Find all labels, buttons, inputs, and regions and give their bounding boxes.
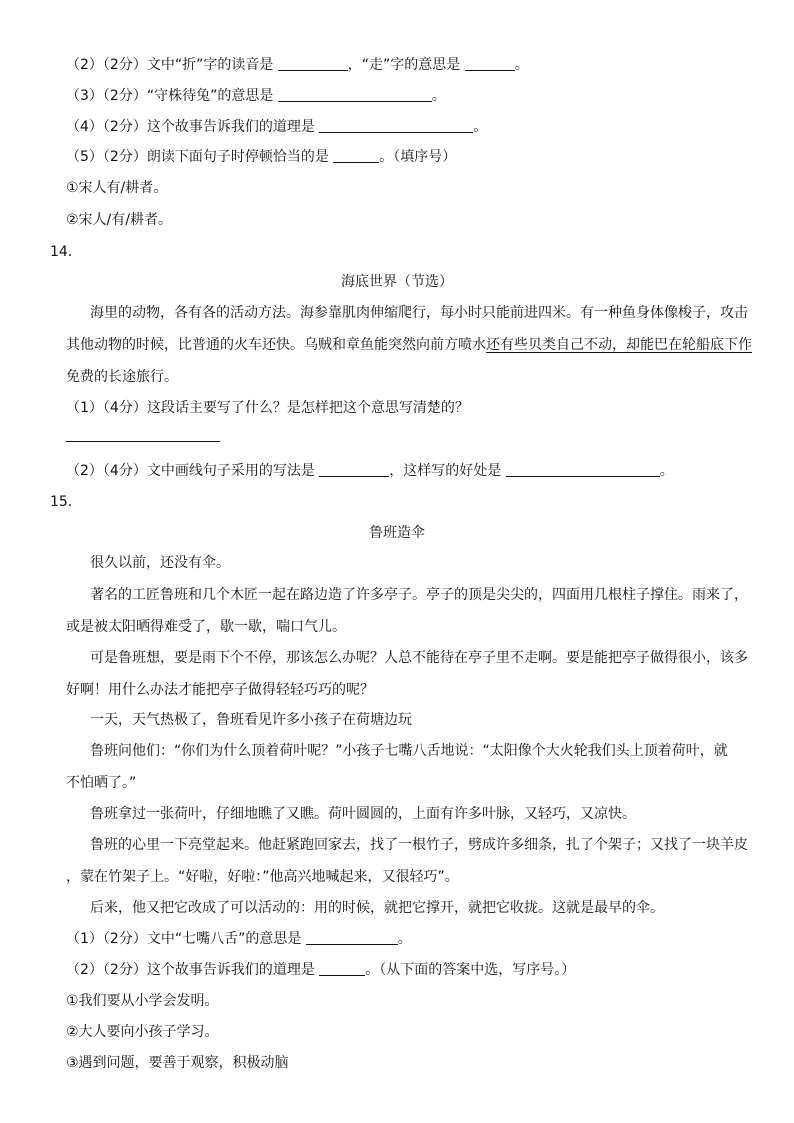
q13-part2-text-b: ，“走”字的意思是: [347, 57, 465, 73]
answer-blank[interactable]: [278, 56, 348, 71]
underlined-sentence: 还有些贝类自己不动，却能巴在轮船底下作: [486, 337, 752, 353]
q14-title: 海底世界（节选）: [341, 274, 453, 290]
q15-option-3: ③遇到问题，要善于观察，积极动脑: [66, 1055, 289, 1071]
answer-blank[interactable]: [465, 56, 515, 71]
q15-part1-text-a: （1）（2分）文中“七嘴八舌”的意思是: [66, 931, 306, 947]
q13-part3-text-b: 。: [431, 88, 446, 104]
q13-option-2: ②宋人/有/耕者。: [66, 212, 172, 228]
q14-part2-text-c: 。: [659, 463, 674, 479]
q15-line-9: 鲁班拿过一张荷叶，仔细地瞧了又瞧。荷叶圆圆的，上面有许多叶脉，又轻巧，又凉快。: [90, 806, 636, 822]
q15-line-11: ，蒙在竹架子上。“好啦，好啦：”他高兴地喊起来，又很轻巧”。: [66, 869, 459, 885]
q15-option-1: ①我们要从小学会发明。: [66, 993, 219, 1009]
q15-part2-text-a: （2）（2分）这个故事告诉我们的道理是: [66, 962, 320, 978]
q15-part2: [66, 959, 575, 981]
q15-line-10: 鲁班的心里一下亮堂起来。他赶紧跑回家去，找了一根竹子，劈成许多细条，扎了个架子；又找了一块羊皮: [90, 837, 748, 853]
q15-line-3: 或是被太阳晒得难受了，歇一歇，喘口气儿。: [66, 619, 346, 635]
q15-part1: [66, 928, 412, 950]
q13-part4-text-b: 。: [473, 119, 488, 135]
q13-part5-text-a: （5）（2分）朗读下面句子时停顿恰当的是: [66, 149, 334, 165]
q13-option-1: ①宋人有/耕者。: [66, 180, 168, 196]
q13-part3-text-a: （3）（2分）“守株待兔”的意思是: [66, 88, 278, 104]
q14-para-line-2-text: 其他动物的时候，比普通的火车还快。乌贼和章鱼能突然向前方喷水: [66, 337, 486, 353]
q15-line-1: 很久以前，还没有伞。: [90, 555, 230, 571]
q14-para-line-1: 海里的动物，各有各的活动方法。海参靠肌肉伸缩爬行，每小时只能前进四米。有一种鱼身体像梭子，攻击: [90, 305, 748, 321]
q13-part2-text-a: （2）（2分）文中“折”字的读音是: [66, 57, 278, 73]
q14-part2-text-b: ，这样写的好处是: [389, 463, 506, 479]
q13-part2: [66, 54, 529, 76]
q14-para-line-3: 免费的长途旅行。: [66, 369, 178, 385]
q15-line-8: 不怕晒了。”: [66, 775, 137, 791]
q14-part2-text-a: （2）（4分）文中画线句子采用的写法是: [66, 463, 320, 479]
q15-line-5: 好啊！用什么办法才能把亭子做得轻轻巧巧的呢？: [66, 682, 374, 698]
q15-line-7: 鲁班问他们：“你们为什么顶着荷叶呢？”小孩子七嘴八舌地说：“太阳像个大火轮我们头上顶着荷叶，就: [90, 743, 728, 759]
q13-part5: [66, 146, 456, 168]
answer-blank[interactable]: [319, 462, 389, 477]
q13-part4: [66, 116, 487, 138]
q14-para-line-2: [66, 334, 752, 356]
answer-blank[interactable]: [333, 148, 379, 163]
answer-blank[interactable]: [319, 961, 365, 976]
answer-blank[interactable]: [319, 118, 473, 133]
q14-number: 14．: [50, 244, 82, 260]
q13-part4-text-a: （4）（2分）这个故事告诉我们的道理是: [66, 119, 320, 135]
answer-line[interactable]: [66, 441, 220, 442]
q14-part2: [66, 460, 674, 482]
q15-part2-text-b: 。（从下面的答案中选，写序号。）: [365, 962, 576, 978]
q15-option-2: ②大人要向小孩子学习。: [66, 1024, 219, 1040]
q13-part2-text-c: 。: [514, 57, 529, 73]
answer-blank[interactable]: [306, 930, 398, 945]
q15-title: 鲁班造伞: [369, 525, 425, 541]
q15-line-12: 后来，他又把它改成了可以活动的：用的时候，就把它撑开，就把它收拢。这就是最早的伞。: [90, 900, 664, 916]
q13-part5-text-b: 。（填序号）: [379, 149, 457, 165]
q15-line-6: 一天，天气热极了，鲁班看见许多小孩子在荷塘边玩: [90, 712, 412, 728]
q15-line-2: 著名的工匠鲁班和几个木匠一起在路边造了许多亭子。亭子的顶是尖尖的，四面用几根柱子撑住。雨来了，: [90, 587, 748, 603]
answer-blank[interactable]: [506, 462, 660, 477]
q13-part3: [66, 85, 446, 107]
answer-blank[interactable]: [278, 87, 432, 102]
q15-line-4: 可是鲁班想，要是雨下个不停，那该怎么办呢？人总不能待在亭子里不走啊。要是能把亭子做得很小，该多: [90, 650, 748, 666]
q15-part1-text-b: 。: [397, 931, 412, 947]
q14-part1: （1）（4分）这段话主要写了什么？是怎样把这个意思写清楚的？: [66, 400, 469, 416]
q15-number: 15．: [50, 494, 82, 510]
